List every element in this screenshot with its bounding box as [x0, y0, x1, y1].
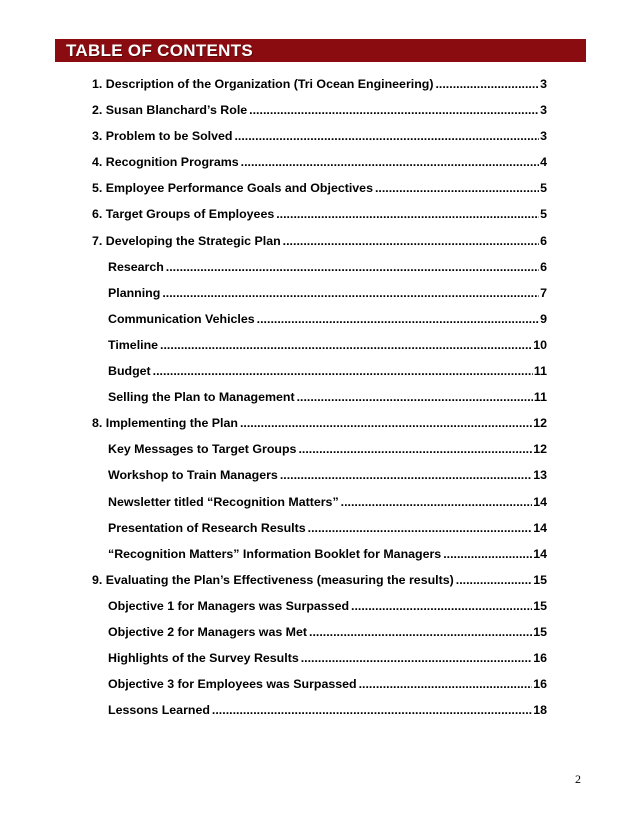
- dot-leader: [309, 625, 532, 639]
- toc-entry-page: 5: [540, 207, 547, 222]
- toc-entry-page: 11: [533, 390, 547, 405]
- toc-entry[interactable]: [92, 181, 547, 207]
- dot-leader: [359, 677, 533, 691]
- dot-leader: [249, 103, 539, 117]
- toc-entry[interactable]: [92, 703, 547, 729]
- dot-leader: [435, 77, 539, 91]
- dot-leader: [375, 181, 539, 195]
- page-title: TABLE OF CONTENTS: [66, 41, 254, 60]
- toc-entry-page: 9: [540, 311, 547, 326]
- toc-entry-page: 15: [533, 598, 547, 613]
- toc-entry-page: 15: [533, 624, 547, 639]
- toc-entry[interactable]: [92, 260, 547, 286]
- toc-entry-title: Selling the Plan to Management: [108, 390, 295, 405]
- toc-entry[interactable]: [92, 234, 547, 260]
- page-number: 2: [575, 772, 581, 786]
- toc-entry-title: Objective 1 for Managers was Surpassed: [108, 598, 350, 613]
- dot-leader: [166, 260, 539, 274]
- toc-entry-page: 3: [540, 129, 547, 144]
- toc-entry[interactable]: [92, 521, 547, 547]
- dot-leader: [308, 521, 533, 535]
- toc-entry[interactable]: [92, 495, 547, 521]
- toc-entry-page: 14: [533, 494, 547, 509]
- dot-leader: [297, 390, 533, 404]
- toc-header-banner: [55, 39, 586, 62]
- toc-entry[interactable]: [92, 364, 547, 390]
- toc-entry-title: 5. Employee Performance Goals and Objectives: [92, 181, 373, 196]
- toc-entry-title: 7. Developing the Strategic Plan: [92, 233, 281, 248]
- dot-leader: [162, 286, 539, 300]
- toc-entry-page: 3: [540, 103, 547, 118]
- toc-entry-page: 14: [533, 520, 547, 535]
- dot-leader: [351, 599, 532, 613]
- toc-entry-page: 3: [540, 77, 547, 91]
- toc-entry[interactable]: [92, 599, 547, 625]
- toc-entry[interactable]: [92, 338, 547, 364]
- dot-leader: [341, 495, 533, 509]
- dot-leader: [234, 129, 539, 143]
- toc-entry-title: “Recognition Matters” Information Booklet for Managers: [108, 546, 442, 561]
- toc-entry-page: 16: [533, 677, 547, 692]
- toc-entry[interactable]: [92, 155, 547, 181]
- dot-leader: [276, 207, 539, 221]
- toc-entry-title: 4. Recognition Programs: [92, 155, 239, 170]
- toc-entry-page: 11: [533, 364, 547, 379]
- toc-entry-title: Highlights of the Survey Results: [108, 651, 299, 666]
- dot-leader: [301, 651, 532, 665]
- dot-leader: [443, 547, 532, 561]
- toc-entry-title: 9. Evaluating the Plan’s Effectiveness (measuring the results): [92, 572, 454, 587]
- dot-leader: [160, 338, 532, 352]
- toc-entry-title: Newsletter titled “Recognition Matters”: [108, 494, 339, 509]
- toc-entry-title: Key Messages to Target Groups: [108, 442, 297, 457]
- toc-entry[interactable]: [92, 651, 547, 677]
- toc-entry[interactable]: [92, 468, 547, 494]
- toc-entry-page: 7: [540, 285, 547, 300]
- dot-leader: [280, 468, 532, 482]
- toc-entry[interactable]: [92, 77, 547, 103]
- toc-entry-page: 15: [533, 572, 547, 587]
- toc-entry-page: 6: [540, 259, 547, 274]
- toc-entry-title: Research: [108, 259, 164, 274]
- toc-entry-page: 16: [533, 651, 547, 666]
- toc-entry-page: 10: [533, 337, 547, 352]
- toc-entry-title: 1. Description of the Organization (Tri Ocean Engineering): [92, 77, 434, 91]
- toc-entry[interactable]: [92, 573, 547, 599]
- toc-entry-title: Lessons Learned: [108, 703, 210, 718]
- toc-entry-title: Objective 3 for Employees was Surpassed: [108, 677, 357, 692]
- toc-entry[interactable]: [92, 625, 547, 651]
- dot-leader: [257, 312, 539, 326]
- toc-entry-page: 12: [533, 416, 547, 431]
- toc-entry-page: 6: [540, 233, 547, 248]
- toc-entry-page: 4: [540, 155, 547, 170]
- toc-entry-title: Workshop to Train Managers: [108, 468, 278, 483]
- dot-leader: [298, 442, 532, 456]
- dot-leader: [153, 364, 533, 378]
- toc-entry-title: Budget: [108, 364, 151, 379]
- toc-entry[interactable]: [92, 286, 547, 312]
- dot-leader: [283, 234, 539, 248]
- toc-entry[interactable]: [92, 103, 547, 129]
- toc-entry-page: 14: [533, 546, 547, 561]
- toc-entry-title: Planning: [108, 285, 161, 300]
- toc-entry[interactable]: [92, 547, 547, 573]
- toc-entry-title: Presentation of Research Results: [108, 520, 306, 535]
- dot-leader: [240, 416, 532, 430]
- dot-leader: [212, 703, 532, 717]
- toc-entry-page: 12: [533, 442, 547, 457]
- dot-leader: [241, 155, 539, 169]
- toc-entry[interactable]: [92, 312, 547, 338]
- toc-entry[interactable]: [92, 207, 547, 233]
- toc-entry-title: 6. Target Groups of Employees: [92, 207, 275, 222]
- toc-entry-page: 13: [533, 468, 547, 483]
- dot-leader: [456, 573, 532, 587]
- toc-entry[interactable]: [92, 416, 547, 442]
- table-of-contents: [92, 77, 547, 729]
- toc-entry[interactable]: [92, 677, 547, 703]
- toc-entry-page: 5: [540, 181, 547, 196]
- toc-entry[interactable]: [92, 129, 547, 155]
- toc-entry-title: 2. Susan Blanchard’s Role: [92, 103, 248, 118]
- toc-entry-title: 3. Problem to be Solved: [92, 129, 233, 144]
- toc-entry-title: 8. Implementing the Plan: [92, 416, 238, 431]
- toc-entry[interactable]: [92, 390, 547, 416]
- toc-entry-title: Objective 2 for Managers was Met: [108, 624, 308, 639]
- toc-entry-title: Communication Vehicles: [108, 311, 255, 326]
- toc-entry-title: Timeline: [108, 337, 159, 352]
- toc-entry-page: 18: [533, 703, 547, 718]
- toc-entry[interactable]: [92, 442, 547, 468]
